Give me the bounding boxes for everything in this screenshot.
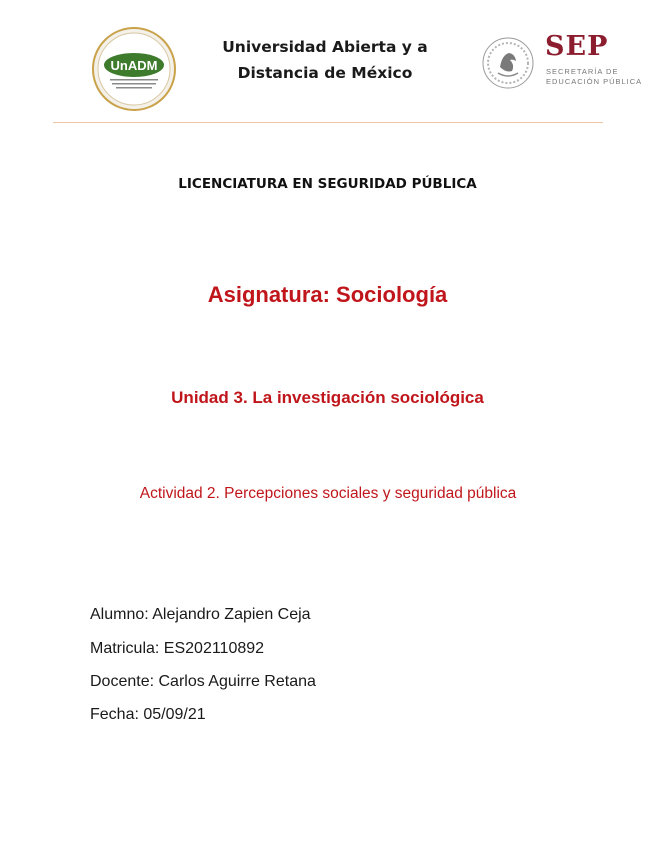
subject-title: Asignatura: Sociología (207, 282, 448, 307)
sep-subtitle (546, 67, 642, 87)
sep-subtitle-line1: SECRETARÍA DE (546, 67, 619, 76)
header-divider (53, 122, 603, 123)
unadm-logo (92, 27, 176, 111)
submission-date: Fecha: 05/09/21 (90, 706, 206, 723)
activity-title: Actividad 2. Percepciones sociales y seguridad pública (139, 485, 517, 502)
enrollment-number: Matricula: ES202110892 (90, 640, 265, 657)
program-title: LICENCIATURA EN SEGURIDAD PÚBLICA (178, 176, 477, 192)
teacher-name: Docente: Carlos Aguirre Retana (90, 673, 316, 690)
university-name-line1: Universidad Abierta y a (222, 38, 428, 56)
sep-logo: SEP (545, 31, 609, 62)
university-name-line2: Distancia de México (237, 64, 413, 82)
sep-subtitle-line2: EDUCACIÓN PÚBLICA (546, 77, 643, 86)
national-coat-of-arms-icon (482, 37, 534, 89)
university-name (200, 34, 450, 86)
student-name: Alumno: Alejandro Zapien Ceja (90, 606, 311, 623)
unit-title: Unidad 3. La investigación sociológica (171, 388, 484, 407)
logo-text: UnADM (110, 58, 158, 73)
